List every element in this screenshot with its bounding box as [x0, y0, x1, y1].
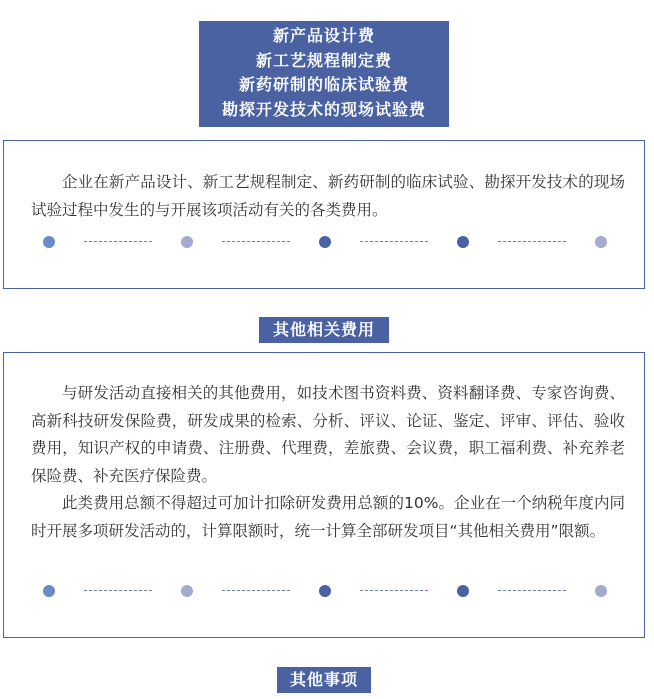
divider-dot — [43, 585, 55, 597]
divider-dash — [498, 241, 566, 242]
divider-dot — [319, 585, 331, 597]
definition-card — [3, 140, 645, 289]
divider-dash — [84, 590, 152, 591]
divider-dot — [181, 585, 193, 597]
divider-dot — [457, 236, 469, 248]
divider-dash — [222, 590, 290, 591]
divider-dot — [595, 236, 607, 248]
divider-dot — [457, 585, 469, 597]
divider-dot — [595, 585, 607, 597]
divider-dot — [181, 236, 193, 248]
card-paragraph: 企业在新产品设计、新工艺规程制定、新药研制的临床试验、勘探开发技术的现场试验过程中发生的与开展该项活动有关的各类费用。 — [31, 173, 625, 219]
title-block — [199, 21, 449, 127]
dot-divider — [4, 584, 644, 598]
other-costs-card — [3, 352, 645, 638]
section-heading-other-costs: 其他相关费用 — [259, 317, 389, 343]
divider-dash — [222, 241, 290, 242]
card-paragraph: 此类费用总额不得超过可加计扣除研发费用总额的10%。企业在一个纳税年度内同时开展多项研发活动的，计算限额时，统一计算全部研发项目“其他相关费用”限额。 — [31, 494, 625, 540]
divider-dot — [43, 236, 55, 248]
title-line: 新药研制的临床试验费 — [238, 75, 409, 94]
card-paragraph: 与研发活动直接相关的其他费用，如技术图书资料费、资料翻译费、专家咨询费、高新科技研发保险费，研发成果的检索、分析、评议、论证、鉴定、评审、评估、验收费用，知识产权的申请费、注册费、代理费，差旅费、会议费，职工福利费、补充养老保险费、补充医疗保险费。 — [31, 384, 625, 485]
divider-dash — [498, 590, 566, 591]
divider-dash — [84, 241, 152, 242]
divider-dash — [360, 590, 428, 591]
title-line: 新工艺规程制定费 — [255, 50, 392, 70]
section-heading-other-matters: 其他事项 — [277, 667, 371, 693]
divider-dot — [319, 236, 331, 248]
title-line: 勘探开发技术的现场试验费 — [221, 99, 426, 119]
divider-dash — [360, 241, 428, 242]
title-line: 新产品设计费 — [272, 26, 375, 45]
dot-divider — [4, 235, 644, 249]
